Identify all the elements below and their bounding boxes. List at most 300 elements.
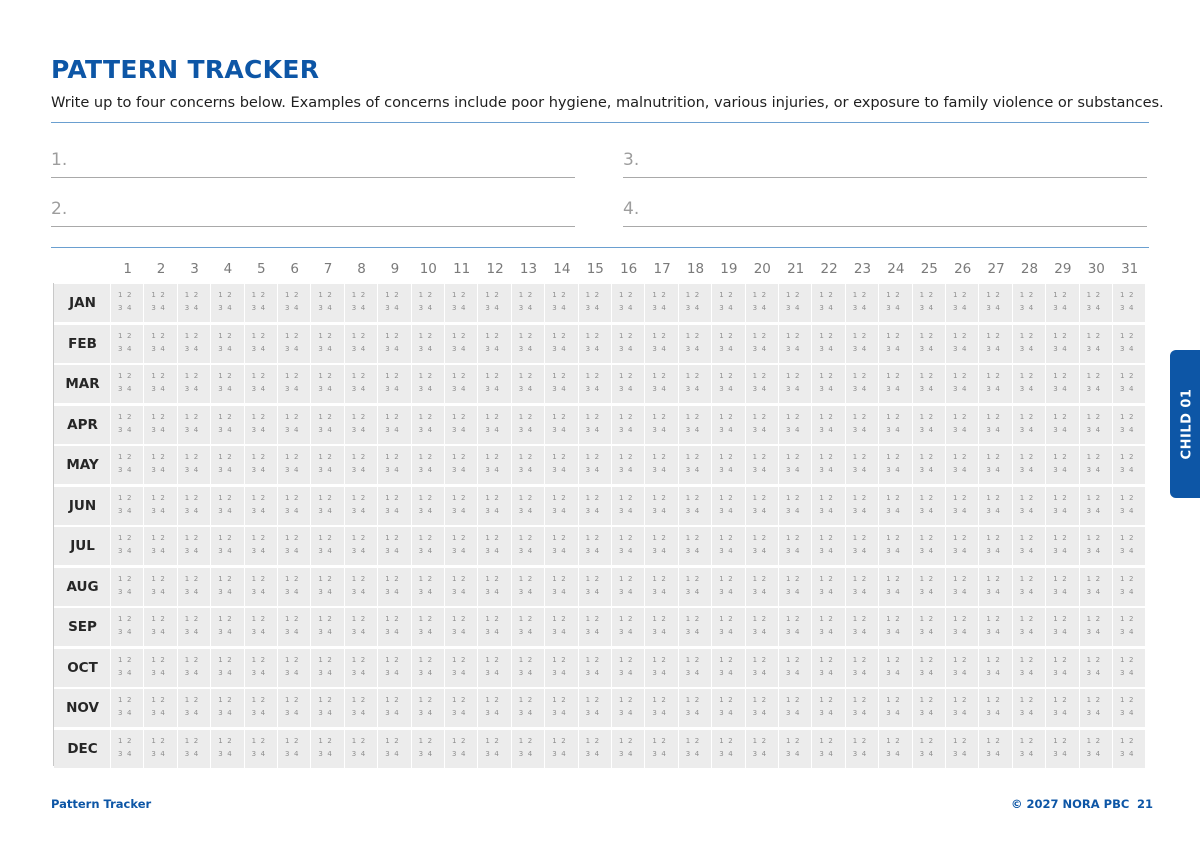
concern-mark[interactable]: 2 [962, 453, 967, 461]
concern-mark[interactable]: 1 [552, 574, 557, 583]
concern-mark[interactable]: 2 [327, 453, 332, 461]
concern-mark[interactable]: 1 [351, 331, 357, 340]
concern-mark[interactable]: 4 [1129, 547, 1134, 555]
day-cell[interactable] [746, 365, 778, 403]
concern-mark[interactable]: 1 [919, 736, 925, 745]
concern-mark[interactable]: 3 [518, 547, 524, 555]
concern-mark[interactable]: 1 [1053, 574, 1058, 583]
concern-mark[interactable]: 2 [327, 615, 332, 623]
concern-mark[interactable]: 4 [227, 466, 232, 474]
concern-mark[interactable]: 4 [327, 466, 332, 474]
concern-mark[interactable]: 4 [661, 547, 666, 555]
concern-mark[interactable]: 2 [561, 696, 566, 704]
concern-mark[interactable]: 1 [652, 331, 657, 340]
concern-mark[interactable]: 2 [795, 372, 800, 380]
concern-mark[interactable]: 2 [628, 736, 633, 745]
concern-mark[interactable]: 4 [461, 547, 466, 555]
concern-mark[interactable]: 3 [685, 547, 691, 555]
concern-mark[interactable]: 4 [527, 466, 533, 474]
concern-mark[interactable]: 1 [285, 574, 290, 583]
concern-mark[interactable]: 4 [1028, 425, 1034, 434]
concern-mark[interactable]: 3 [452, 425, 457, 434]
concern-mark[interactable]: 2 [294, 453, 299, 461]
concern-mark[interactable]: 4 [561, 466, 566, 474]
concern-mark[interactable]: 4 [193, 425, 199, 434]
concern-mark[interactable]: 4 [394, 344, 399, 353]
day-cell[interactable] [679, 527, 711, 565]
concern-mark[interactable]: 3 [953, 344, 958, 353]
day-cell[interactable] [913, 284, 945, 322]
concern-mark[interactable]: 2 [327, 372, 332, 380]
concern-mark[interactable]: 1 [953, 372, 958, 380]
concern-mark[interactable]: 2 [1129, 372, 1134, 380]
concern-mark[interactable]: 3 [251, 709, 257, 717]
concern-mark[interactable]: 2 [127, 372, 132, 380]
concern-mark[interactable]: 3 [485, 466, 490, 474]
concern-mark[interactable]: 4 [193, 547, 199, 555]
day-cell[interactable] [412, 649, 444, 687]
concern-mark[interactable]: 1 [685, 615, 691, 623]
concern-mark[interactable]: 4 [728, 425, 733, 434]
concern-mark[interactable]: 1 [652, 291, 657, 299]
concern-mark[interactable]: 1 [385, 615, 390, 623]
concern-mark[interactable]: 4 [527, 425, 533, 434]
concern-mark[interactable]: 3 [1019, 749, 1025, 758]
concern-mark[interactable]: 4 [995, 385, 1000, 393]
concern-mark[interactable]: 4 [728, 749, 733, 758]
concern-mark[interactable]: 1 [786, 655, 791, 664]
concern-mark[interactable]: 1 [1019, 574, 1025, 583]
concern-mark[interactable]: 2 [1095, 655, 1101, 664]
day-cell[interactable] [278, 689, 310, 727]
concern-mark[interactable]: 1 [318, 493, 323, 502]
concern-mark[interactable]: 1 [151, 331, 156, 340]
concern-mark[interactable]: 2 [260, 372, 266, 380]
day-cell[interactable] [846, 487, 878, 525]
concern-mark[interactable]: 2 [628, 574, 633, 583]
concern-mark[interactable]: 1 [318, 453, 323, 461]
day-cell[interactable] [1113, 284, 1145, 322]
day-cell[interactable] [245, 649, 277, 687]
concern-mark[interactable]: 4 [561, 668, 566, 677]
day-cell[interactable] [1113, 406, 1145, 444]
concern-mark[interactable]: 1 [652, 493, 657, 502]
concern-mark[interactable]: 1 [385, 372, 390, 380]
concern-mark[interactable]: 3 [719, 547, 724, 555]
concern-mark[interactable]: 1 [518, 615, 524, 623]
concern-mark[interactable]: 4 [160, 506, 165, 515]
day-cell[interactable] [445, 365, 477, 403]
concern-mark[interactable]: 1 [819, 412, 824, 421]
concern-mark[interactable]: 3 [852, 547, 858, 555]
concern-mark[interactable]: 4 [694, 466, 700, 474]
day-cell[interactable] [812, 365, 844, 403]
concern-mark[interactable]: 3 [852, 628, 858, 636]
concern-mark[interactable]: 1 [385, 574, 390, 583]
concern-mark[interactable]: 3 [1019, 344, 1025, 353]
concern-mark[interactable]: 4 [828, 709, 833, 717]
concern-mark[interactable]: 1 [418, 412, 424, 421]
concern-mark[interactable]: 2 [594, 372, 600, 380]
concern-mark[interactable]: 3 [118, 425, 123, 434]
concern-mark[interactable]: 3 [318, 385, 323, 393]
concern-mark[interactable]: 2 [828, 453, 833, 461]
concern-mark[interactable]: 3 [919, 709, 925, 717]
concern-mark[interactable]: 3 [752, 628, 758, 636]
concern-mark[interactable]: 2 [761, 453, 767, 461]
concern-mark[interactable]: 1 [986, 574, 991, 583]
concern-mark[interactable]: 1 [685, 331, 691, 340]
concern-mark[interactable]: 4 [260, 385, 266, 393]
concern-mark[interactable]: 4 [761, 425, 767, 434]
concern-mark[interactable]: 2 [160, 372, 165, 380]
concern-mark[interactable]: 2 [1028, 412, 1034, 421]
concern-mark[interactable]: 3 [518, 466, 524, 474]
day-cell[interactable] [378, 608, 410, 646]
concern-mark[interactable]: 3 [452, 344, 457, 353]
day-cell[interactable] [712, 568, 744, 606]
concern-mark[interactable]: 3 [886, 628, 891, 636]
concern-mark[interactable]: 4 [761, 304, 767, 312]
concern-mark[interactable]: 3 [1053, 506, 1058, 515]
concern-mark[interactable]: 4 [828, 506, 833, 515]
concern-mark[interactable]: 3 [418, 709, 424, 717]
concern-mark[interactable]: 2 [160, 331, 165, 340]
day-cell[interactable] [746, 649, 778, 687]
day-cell[interactable] [412, 527, 444, 565]
concern-mark[interactable]: 1 [619, 412, 624, 421]
concern-mark[interactable]: 3 [752, 668, 758, 677]
day-cell[interactable] [311, 487, 343, 525]
concern-mark[interactable]: 4 [527, 344, 533, 353]
concern-mark[interactable]: 4 [1062, 425, 1067, 434]
day-cell[interactable] [245, 446, 277, 484]
concern-mark[interactable]: 2 [527, 574, 533, 583]
concern-mark[interactable]: 1 [285, 331, 290, 340]
concern-mark[interactable]: 3 [1019, 547, 1025, 555]
concern-mark[interactable]: 3 [719, 749, 724, 758]
concern-mark[interactable]: 2 [160, 453, 165, 461]
concern-mark[interactable]: 3 [251, 506, 257, 515]
concern-mark[interactable]: 4 [962, 506, 967, 515]
day-cell[interactable] [1080, 365, 1112, 403]
concern-mark[interactable]: 4 [628, 587, 633, 596]
concern-mark[interactable]: 1 [1019, 493, 1025, 502]
day-cell[interactable] [979, 608, 1011, 646]
concern-mark[interactable]: 1 [786, 412, 791, 421]
concern-mark[interactable]: 1 [251, 412, 257, 421]
day-cell[interactable] [378, 649, 410, 687]
concern-mark[interactable]: 3 [184, 749, 190, 758]
concern-mark[interactable]: 4 [527, 749, 533, 758]
concern-mark[interactable]: 3 [318, 304, 323, 312]
day-cell[interactable] [1113, 446, 1145, 484]
day-cell[interactable] [144, 446, 176, 484]
concern-mark[interactable]: 4 [1129, 425, 1134, 434]
concern-mark[interactable]: 2 [427, 331, 433, 340]
concern-mark[interactable]: 4 [861, 506, 867, 515]
day-cell[interactable] [946, 406, 978, 444]
concern-mark[interactable]: 3 [819, 385, 824, 393]
concern-mark[interactable]: 4 [327, 385, 332, 393]
day-cell[interactable] [345, 608, 377, 646]
concern-mark[interactable]: 2 [494, 331, 499, 340]
concern-mark[interactable]: 2 [227, 574, 232, 583]
concern-mark[interactable]: 1 [418, 736, 424, 745]
concern-mark[interactable]: 4 [227, 304, 232, 312]
concern-mark[interactable]: 2 [694, 291, 700, 299]
concern-mark[interactable]: 3 [819, 749, 824, 758]
day-cell[interactable] [1046, 527, 1078, 565]
concern-mark[interactable]: 3 [151, 385, 156, 393]
concern-mark[interactable]: 1 [184, 655, 190, 664]
day-cell[interactable] [679, 325, 711, 363]
concern-mark[interactable]: 4 [594, 344, 600, 353]
concern-mark[interactable]: 2 [461, 453, 466, 461]
concern-mark[interactable]: 1 [585, 736, 591, 745]
day-cell[interactable] [913, 527, 945, 565]
day-cell[interactable] [746, 608, 778, 646]
concern-mark[interactable]: 4 [1028, 587, 1034, 596]
concern-mark[interactable]: 4 [861, 668, 867, 677]
concern-mark[interactable]: 4 [160, 425, 165, 434]
concern-mark[interactable]: 4 [628, 547, 633, 555]
concern-mark[interactable]: 3 [852, 506, 858, 515]
day-cell[interactable] [979, 649, 1011, 687]
concern-mark[interactable]: 3 [852, 304, 858, 312]
day-cell[interactable] [345, 689, 377, 727]
concern-mark[interactable]: 2 [394, 696, 399, 704]
concern-mark[interactable]: 1 [953, 331, 958, 340]
day-cell[interactable] [579, 730, 611, 768]
day-cell[interactable] [979, 568, 1011, 606]
concern-mark[interactable]: 3 [418, 304, 424, 312]
concern-mark[interactable]: 4 [928, 344, 934, 353]
concern-mark[interactable]: 2 [193, 615, 199, 623]
concern-mark[interactable]: 4 [394, 749, 399, 758]
concern-mark[interactable]: 3 [118, 344, 123, 353]
concern-mark[interactable]: 1 [886, 574, 891, 583]
concern-mark[interactable]: 2 [728, 412, 733, 421]
concern-mark[interactable]: 2 [461, 655, 466, 664]
concern-mark[interactable]: 2 [394, 372, 399, 380]
concern-mark[interactable]: 2 [1095, 493, 1101, 502]
concern-mark[interactable]: 2 [795, 696, 800, 704]
concern-mark[interactable]: 4 [294, 547, 299, 555]
concern-mark[interactable]: 1 [685, 534, 691, 542]
day-cell[interactable] [245, 365, 277, 403]
concern-mark[interactable]: 1 [685, 291, 691, 299]
concern-mark[interactable]: 2 [1028, 655, 1034, 664]
day-cell[interactable] [879, 649, 911, 687]
concern-mark[interactable]: 1 [385, 453, 390, 461]
concern-mark[interactable]: 4 [995, 466, 1000, 474]
day-cell[interactable] [1113, 527, 1145, 565]
concern-mark[interactable]: 2 [494, 453, 499, 461]
concern-mark[interactable]: 2 [962, 574, 967, 583]
concern-mark[interactable]: 4 [260, 749, 266, 758]
concern-mark[interactable]: 1 [919, 615, 925, 623]
concern-mark[interactable]: 3 [318, 628, 323, 636]
day-cell[interactable] [478, 284, 510, 322]
concern-mark[interactable]: 2 [527, 412, 533, 421]
concern-mark[interactable]: 4 [694, 344, 700, 353]
concern-mark[interactable]: 4 [661, 425, 666, 434]
concern-mark[interactable]: 4 [193, 506, 199, 515]
day-cell[interactable] [779, 568, 811, 606]
concern-mark[interactable]: 4 [127, 709, 132, 717]
concern-mark[interactable]: 1 [452, 412, 457, 421]
concern-mark[interactable]: 4 [461, 304, 466, 312]
concern-mark[interactable]: 2 [694, 615, 700, 623]
concern-mark[interactable]: 2 [527, 736, 533, 745]
day-cell[interactable] [979, 406, 1011, 444]
concern-mark[interactable]: 3 [218, 466, 223, 474]
concern-mark[interactable]: 2 [394, 453, 399, 461]
concern-mark[interactable]: 1 [886, 493, 891, 502]
concern-mark[interactable]: 4 [1129, 304, 1134, 312]
concern-mark[interactable]: 4 [828, 547, 833, 555]
concern-mark[interactable]: 4 [260, 709, 266, 717]
day-cell[interactable] [846, 325, 878, 363]
day-cell[interactable] [679, 446, 711, 484]
concern-mark[interactable]: 1 [886, 412, 891, 421]
day-cell[interactable] [679, 649, 711, 687]
concern-mark[interactable]: 3 [585, 587, 591, 596]
concern-mark[interactable]: 1 [485, 453, 490, 461]
concern-mark[interactable]: 1 [351, 655, 357, 664]
concern-mark[interactable]: 4 [895, 749, 900, 758]
concern-mark[interactable]: 2 [1129, 291, 1134, 299]
concern-mark[interactable]: 3 [652, 304, 657, 312]
concern-mark[interactable]: 1 [752, 453, 758, 461]
concern-mark[interactable]: 2 [962, 291, 967, 299]
concern-mark[interactable]: 4 [594, 547, 600, 555]
concern-mark[interactable]: 1 [852, 331, 858, 340]
concern-mark[interactable]: 2 [227, 453, 232, 461]
concern-mark[interactable]: 4 [1129, 344, 1134, 353]
concern-mark[interactable]: 1 [285, 696, 290, 704]
concern-mark[interactable]: 2 [260, 291, 266, 299]
concern-mark[interactable]: 1 [1019, 412, 1025, 421]
concern-mark[interactable]: 2 [1062, 736, 1067, 745]
concern-mark[interactable]: 2 [928, 453, 934, 461]
day-cell[interactable] [913, 446, 945, 484]
concern-mark[interactable]: 3 [518, 506, 524, 515]
concern-mark[interactable]: 3 [1120, 385, 1125, 393]
concern-mark[interactable]: 1 [1053, 453, 1058, 461]
day-cell[interactable] [144, 689, 176, 727]
day-cell[interactable] [144, 325, 176, 363]
concern-mark[interactable]: 3 [886, 385, 891, 393]
concern-mark[interactable]: 3 [485, 425, 490, 434]
concern-mark[interactable]: 4 [995, 709, 1000, 717]
concern-mark[interactable]: 1 [719, 696, 724, 704]
concern-mark[interactable]: 1 [719, 291, 724, 299]
day-cell[interactable] [178, 568, 210, 606]
concern-mark[interactable]: 2 [127, 736, 132, 745]
concern-mark[interactable]: 3 [385, 385, 390, 393]
concern-mark[interactable]: 2 [728, 493, 733, 502]
day-cell[interactable] [946, 689, 978, 727]
concern-mark[interactable]: 2 [394, 655, 399, 664]
day-cell[interactable] [178, 446, 210, 484]
day-cell[interactable] [512, 568, 544, 606]
day-cell[interactable] [645, 325, 677, 363]
concern-mark[interactable]: 4 [260, 587, 266, 596]
day-cell[interactable] [712, 487, 744, 525]
concern-mark[interactable]: 4 [427, 385, 433, 393]
concern-mark[interactable]: 3 [1086, 709, 1092, 717]
concern-mark[interactable]: 1 [518, 291, 524, 299]
concern-mark[interactable]: 2 [1129, 331, 1134, 340]
day-cell[interactable] [913, 325, 945, 363]
concern-mark[interactable]: 3 [485, 709, 490, 717]
concern-mark[interactable]: 1 [485, 331, 490, 340]
concern-mark[interactable]: 1 [452, 453, 457, 461]
day-cell[interactable] [1013, 689, 1045, 727]
day-cell[interactable] [979, 325, 1011, 363]
concern-mark[interactable]: 1 [118, 574, 123, 583]
concern-mark[interactable]: 4 [628, 466, 633, 474]
concern-mark[interactable]: 2 [728, 453, 733, 461]
concern-mark[interactable]: 2 [761, 655, 767, 664]
concern-mark[interactable]: 3 [585, 749, 591, 758]
concern-mark[interactable]: 4 [127, 304, 132, 312]
concern-mark[interactable]: 2 [1028, 331, 1034, 340]
concern-mark[interactable]: 4 [928, 587, 934, 596]
concern-mark[interactable]: 2 [628, 412, 633, 421]
concern-mark[interactable]: 3 [986, 749, 991, 758]
concern-mark[interactable]: 1 [986, 493, 991, 502]
concern-mark[interactable]: 2 [962, 534, 967, 542]
concern-mark[interactable]: 2 [828, 412, 833, 421]
concern-mark[interactable]: 2 [694, 655, 700, 664]
concern-field-3[interactable] [623, 130, 1147, 178]
concern-mark[interactable]: 2 [494, 736, 499, 745]
concern-mark[interactable]: 4 [294, 709, 299, 717]
concern-mark[interactable]: 4 [1062, 344, 1067, 353]
day-cell[interactable] [913, 365, 945, 403]
concern-mark[interactable]: 1 [518, 696, 524, 704]
concern-mark[interactable]: 3 [251, 466, 257, 474]
concern-mark[interactable]: 2 [1129, 696, 1134, 704]
concern-mark[interactable]: 2 [628, 372, 633, 380]
concern-mark[interactable]: 4 [895, 466, 900, 474]
concern-mark[interactable]: 1 [184, 412, 190, 421]
day-cell[interactable] [178, 284, 210, 322]
concern-mark[interactable]: 4 [127, 749, 132, 758]
concern-mark[interactable]: 4 [728, 668, 733, 677]
concern-mark[interactable]: 4 [828, 749, 833, 758]
day-cell[interactable] [412, 446, 444, 484]
concern-mark[interactable]: 4 [861, 547, 867, 555]
concern-mark[interactable]: 4 [394, 709, 399, 717]
concern-mark[interactable]: 3 [318, 547, 323, 555]
day-cell[interactable] [278, 730, 310, 768]
concern-mark[interactable]: 1 [919, 291, 925, 299]
concern-mark[interactable]: 4 [928, 466, 934, 474]
concern-mark[interactable]: 1 [184, 291, 190, 299]
concern-mark[interactable]: 4 [895, 506, 900, 515]
concern-mark[interactable]: 4 [160, 587, 165, 596]
concern-mark[interactable]: 2 [895, 534, 900, 542]
concern-mark[interactable]: 4 [628, 506, 633, 515]
concern-mark[interactable]: 1 [719, 736, 724, 745]
concern-mark[interactable]: 4 [494, 668, 499, 677]
concern-mark[interactable]: 1 [1086, 615, 1092, 623]
day-cell[interactable] [712, 406, 744, 444]
